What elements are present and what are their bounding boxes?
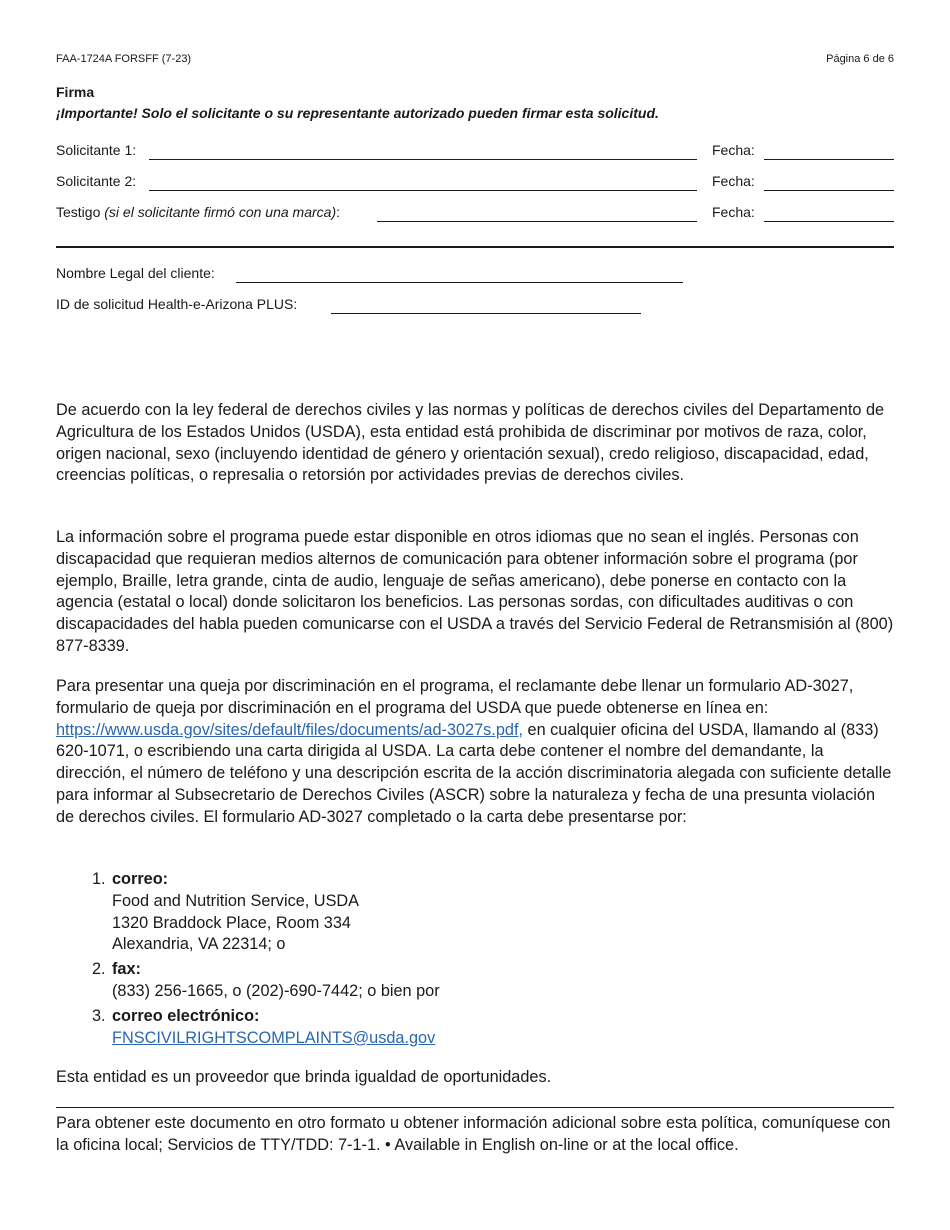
applicant1-date-label: Fecha:: [712, 142, 755, 158]
applicant2-date-line[interactable]: [764, 190, 894, 191]
list-item-email: 3. correo electrónico: FNSCIVILRIGHTSCOMPLAINTS@usda.gov: [92, 1006, 436, 1047]
legal-name-line[interactable]: [236, 282, 683, 283]
applicant1-label: Solicitante 1:: [56, 142, 137, 158]
paragraph-complaint: Para presentar una queja por discriminación en el programa, el reclamante debe llenar un formulario AD-3027, formulario de queja por discriminación en el programa del USDA que puede obtenerse en línea en: https://www.usda.gov/sites/default/files/documents/ad-3027s.pdf, en cualquier oficina del USDA, llamando al (833) 620-1071, o escribiendo una carta dirigida al USDA. La carta debe contener el nombre del demandante, la dirección, el número de teléfono y una descripción escrita de la acción discriminatoria alegada con suficiente detalle para informar al Subsecretario de Derechos Civiles (ASCR) sobre la naturaleza y fecha de una presunta violación de derechos civiles. El formulario AD-3027 completado o la carta debe presentarse por:: [56, 677, 892, 826]
list-item-fax: 2. fax: (833) 256-1665, o (202)-690-7442; o bien por: [92, 960, 440, 1000]
witness-date-label: Fecha:: [712, 204, 755, 220]
mail-line: Food and Nutrition Service, USDA: [112, 891, 360, 910]
footer-divider: [56, 1107, 894, 1108]
language-access-statement: [56, 527, 896, 658]
legal-name-row: [56, 263, 894, 283]
applicant1-row: [56, 140, 894, 160]
paragraph-language-access: La información sobre el programa puede estar disponible en otros idiomas que no sean el inglés. Personas con discapacidad que requieran medios alternos de comunicación para obtener información sobre el programa (por ejemplo, Braille, letra grande, cinta de audio, lenguaje de señas americano), debe ponerse en contacto con la agencia (estatal o local) donde solicitaron los beneficios. Las personas sordas, con dificultades auditivas o con discapacidades del habla pueden comunicarse con el USDA a través del Servicio Federal de Retransmisión al (800) 877-8339.: [56, 528, 894, 655]
paragraph-civil-rights: De acuerdo con la ley federal de derechos civiles y las normas y políticas de derechos civiles del Departamento de Agricultura de los Estados Unidos (USDA), esta entidad está prohibida de discriminar por motivos de raza, color, origen nacional, sexo (incluyendo identidad de género y orientación sexual), credo religioso, discapacidad, edad, creencias políticas, o represalia o retorsión por actividades previas de derechos civiles.: [56, 401, 885, 485]
witness-note: (si el solicitante firmó con una marca): [104, 204, 337, 220]
email-title: correo electrónico:: [112, 1006, 260, 1025]
witness-date-line[interactable]: [764, 221, 894, 222]
applicant1-date-line[interactable]: [764, 159, 894, 160]
mail-title: correo:: [112, 870, 169, 888]
page-number: Página 6 de 6: [826, 53, 894, 65]
mail-line: Alexandria, VA 22314; o: [112, 935, 286, 954]
signature-important-note: ¡Importante! Solo el solicitante o su representante autorizado pueden firmar esta solicitud.: [56, 105, 659, 121]
submission-list: [56, 869, 896, 1049]
app-id-row: [56, 294, 894, 314]
fax-title: fax:: [112, 960, 141, 979]
footer-note: Para obtener este documento en otro formato u obtener información adicional sobre esta política, comuníquese con la oficina local; Servicios de TTY/TDD: 7-1-1. • Available in English on-line or at the local office.: [56, 1114, 891, 1154]
app-id-label: ID de solicitud Health-e-Arizona PLUS:: [56, 296, 298, 312]
complaints-email-link[interactable]: FNSCIVILRIGHTSCOMPLAINTS@usda.gov: [112, 1028, 436, 1047]
witness-row: [56, 202, 894, 222]
applicant2-row: [56, 171, 894, 191]
witness-signature-line[interactable]: [377, 221, 697, 222]
equal-opportunity-statement: Esta entidad es un proveedor que brinda igualdad de oportunidades.: [56, 1068, 552, 1086]
applicant2-signature-line[interactable]: [149, 190, 697, 191]
mail-line: 1320 Braddock Place, Room 334: [112, 913, 351, 932]
witness-label: Testigo (si el solicitante firmó con una marca):: [56, 204, 341, 220]
applicant2-date-label: Fecha:: [712, 173, 755, 189]
legal-name-label: Nombre Legal del cliente:: [56, 265, 215, 281]
signature-title: Firma: [56, 84, 95, 100]
fax-numbers: (833) 256-1665, o (202)-690-7442; o bien por: [112, 981, 440, 1000]
section-divider: [56, 246, 894, 248]
form-id: FAA-1724A FORSFF (7-23): [56, 53, 192, 65]
applicant2-label: Solicitante 2:: [56, 173, 137, 189]
ad3027-form-link[interactable]: https://www.usda.gov/sites/default/files/documents/ad-3027s.pdf,: [56, 720, 523, 739]
applicant1-signature-line[interactable]: [149, 159, 697, 160]
submission-methods: [56, 869, 896, 1049]
app-id-line[interactable]: [331, 313, 641, 314]
nondiscrimination-statement: [56, 400, 896, 487]
complaint-instructions: [56, 676, 896, 829]
list-item-mail: 1. correo: Food and Nutrition Service, USDA 1320 Braddock Place, Room 334 Alexandria, VA 22314; o: [92, 870, 360, 954]
